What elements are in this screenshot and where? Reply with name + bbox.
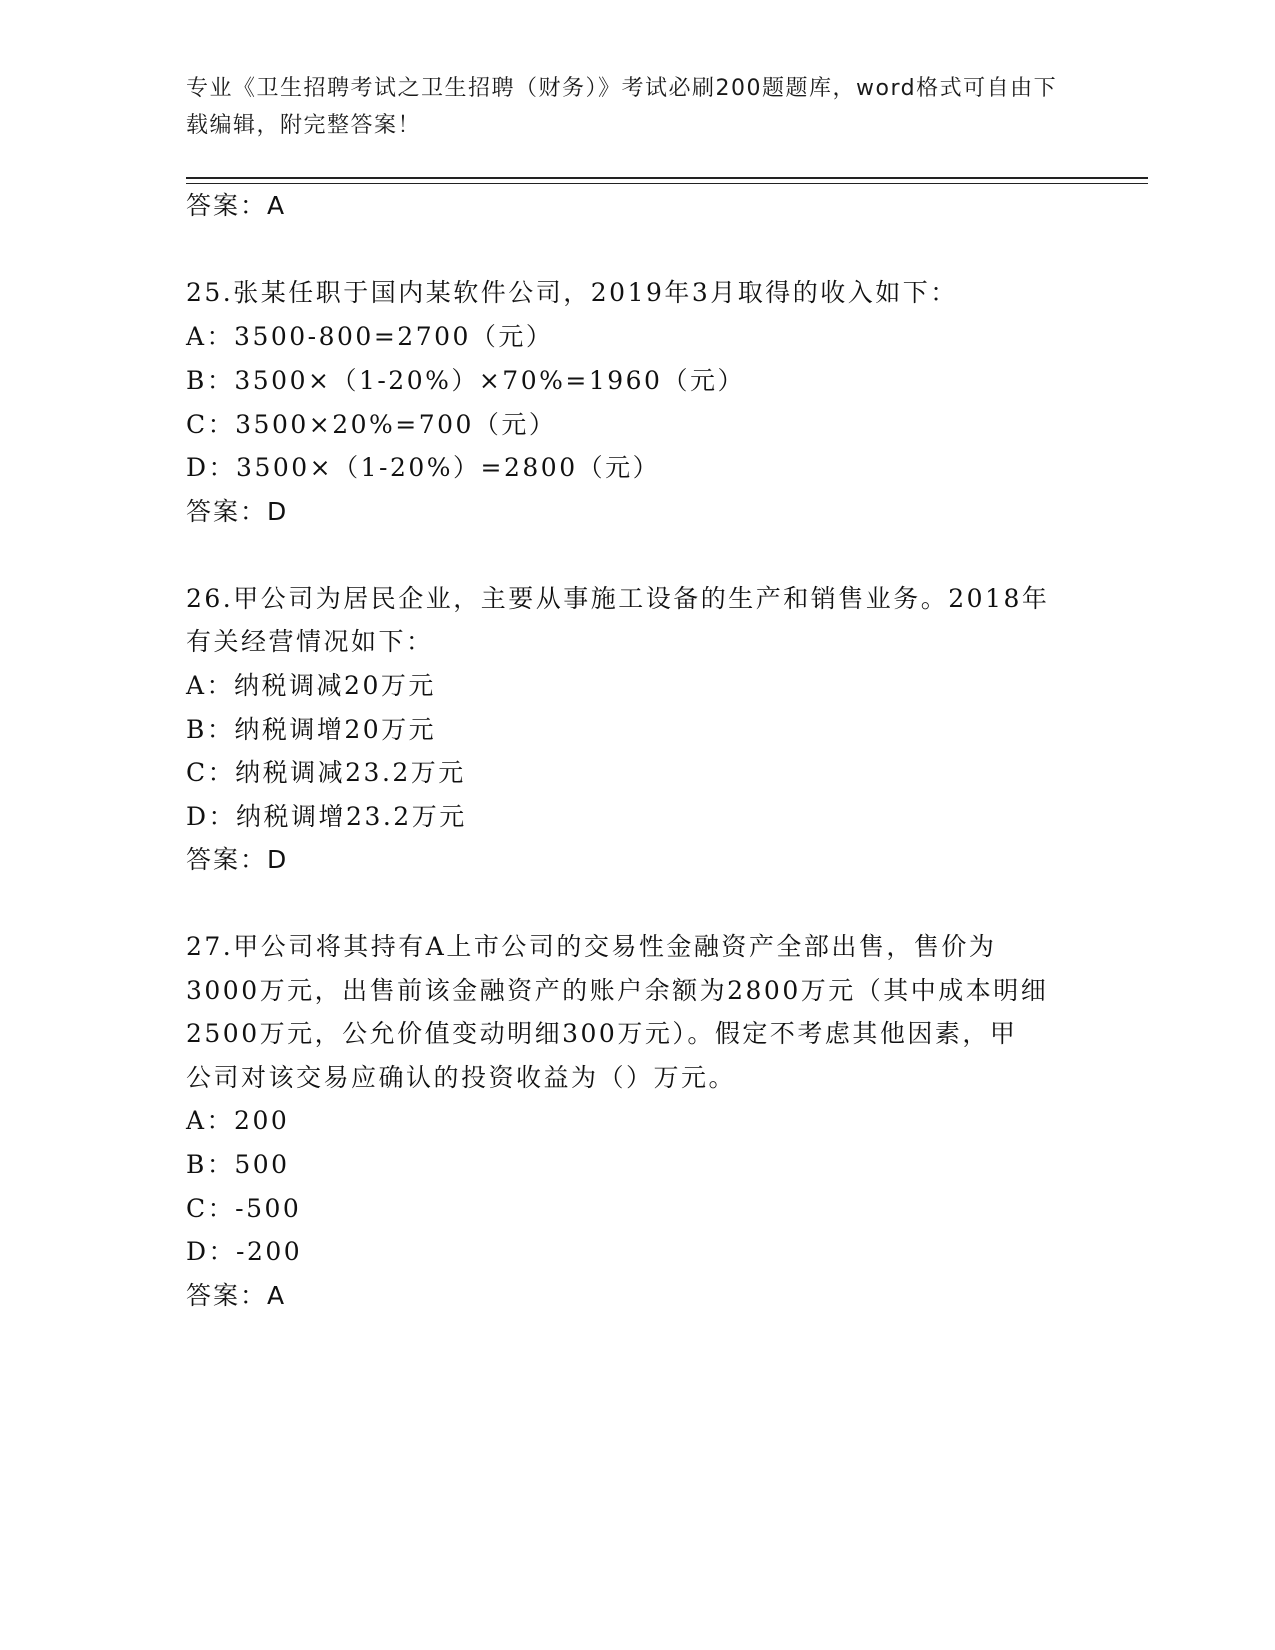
question-27-answer: 答案：A [186,1281,287,1310]
question-27-option-c: C：-500 [186,1194,302,1223]
header-rule-thin [186,183,1148,184]
page-header: 专业《卫生招聘考试之卫生招聘（财务）》考试必刷200题题库，word格式可自由下载编辑，附完整答案！ [186,76,1058,138]
previous-answer: 答案：A [186,191,287,220]
question-25-answer: 答案：D [186,497,289,526]
question-27-stem-line: 2500万元，公允价值变动明细300万元）。假定不考虑其他因素，甲 [186,1019,1018,1048]
question-27-option-a: A：200 [186,1106,290,1135]
question-26-option-c: C：纳税调减23.2万元 [186,758,466,787]
question-26-option-d: D：纳税调增23.2万元 [186,802,467,831]
question-27-stem-line: 公司对该交易应确认的投资收益为（）万元。 [186,1063,737,1092]
question-26-answer: 答案：D [186,845,289,874]
header-rule-thick [186,177,1148,179]
question-27-stem-line: 3000万元，出售前该金融资产的账户余额为2800万元（其中成本明细 [186,976,1049,1005]
question-26-option-a: A：纳税调减20万元 [186,671,436,700]
question-25-option-a: A：3500-800=2700（元） [186,322,554,351]
question-26-stem-line: 有关经营情况如下： [186,627,434,656]
question-26-option-b: B：纳税调增20万元 [186,715,437,744]
question-26-stem-line: 26.甲公司为居民企业，主要从事施工设备的生产和销售业务。2018年 [186,584,1050,613]
question-27-option-d: D：-200 [186,1237,303,1266]
question-25-option-c: C：3500×20%=700（元） [186,410,557,439]
question-27-option-b: B：500 [186,1150,290,1179]
question-27-stem-line: 27.甲公司将其持有A上市公司的交易性金融资产全部出售，售价为 [186,932,997,961]
question-25-stem-line: 25.张某任职于国内某软件公司，2019年3月取得的收入如下： [186,278,958,307]
question-25-option-b: B：3500×（1-20%）×70%=1960（元） [186,366,745,395]
question-25-option-d: D：3500×（1-20%）=2800（元） [186,453,661,482]
